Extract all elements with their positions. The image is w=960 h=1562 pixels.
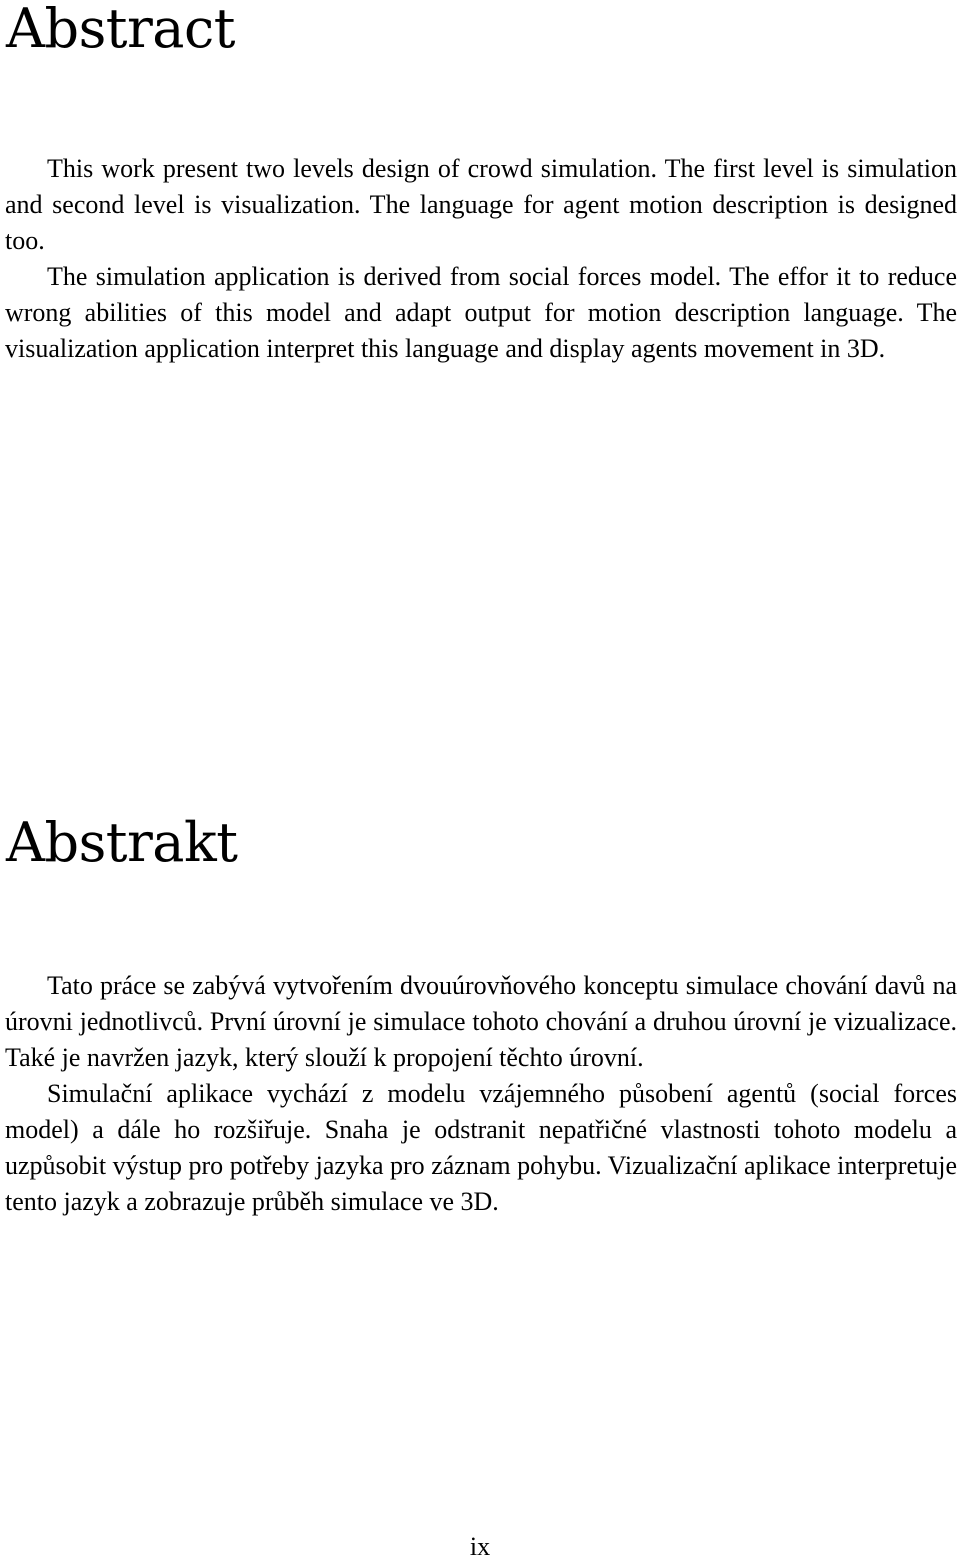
abstrakt-body <box>5 968 957 1220</box>
abstrakt-paragraph-1: Tato práce se zabývá vytvořením dvouúrovňového konceptu simulace chování davů na úrovni jednotlivců. První úrovní je simulace tohoto chování a druhou úrovní je vizualizace. Také je navržen jazyk, který slouží k propojení těchto úrovní. <box>5 971 957 1072</box>
abstract-paragraph-2: The simulation application is derived from social forces model. The effor it to reduce wrong abilities of this model and adapt output for motion description language. The visualization application interpret this language and display agents movement in 3D. <box>5 262 957 363</box>
abstrakt-paragraph-2: Simulační aplikace vychází z modelu vzájemného působení agentů (social forces model) a dále ho rozšiřuje. Snaha je odstranit nepatřičné vlastnosti tohoto modelu a uzpůsobit výstup pro potřeby jazyka pro záznam pohybu. Vizualizační aplikace interpretuje tento jazyk a zobrazuje průběh simulace ve 3D. <box>5 1079 957 1216</box>
abstrakt-heading: Abstrakt <box>6 811 238 874</box>
abstract-body <box>5 151 957 367</box>
abstract-paragraph-1: This work present two levels design of crowd simulation. The first level is simulation and second level is visualization. The language for agent motion description is designed too. <box>5 154 957 255</box>
page-number: ix <box>469 1532 491 1561</box>
abstract-heading: Abstract <box>6 0 235 60</box>
